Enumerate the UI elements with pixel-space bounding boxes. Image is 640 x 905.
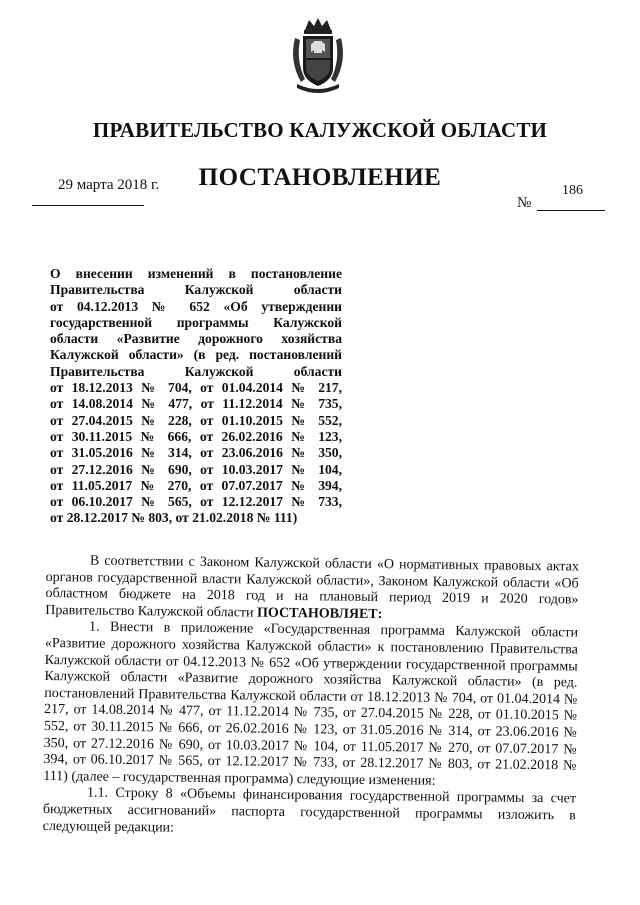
number-underline [537, 210, 605, 211]
subject-line: от 27.04.2015 № 228, от 01.10.2015 № 552, [50, 412, 342, 428]
subject-line: от 27.12.2016 № 690, от 10.03.2017 № 104, [50, 461, 342, 477]
subject-line: Калужской области» (в ред. постановлений [50, 347, 342, 363]
preamble-text: В соответствии с Законом Калужской области «О нормативных правовых актах органов государственной власти Калужской области», Законом Калужской области «Об областном бюджете на 2018 год и на плановый период 2019 и 2020 годов» Правительство Калужской области [45, 553, 579, 621]
subject-line: Правительства Калужской области [50, 363, 342, 379]
number-sign: № [517, 195, 532, 211]
decree-subject [50, 266, 342, 527]
subject-line: от 11.05.2017 № 270, от 07.07.2017 № 394, [50, 477, 342, 493]
subject-line: Правительства Калужской области [50, 282, 342, 298]
subject-line: от 31.05.2016 № 314, от 23.06.2016 № 350, [50, 445, 342, 461]
document-type-title: ПОСТАНОВЛЕНИЕ [198, 164, 442, 191]
subject-line: от 06.10.2017 № 565, от 12.12.2017 № 733, [50, 494, 342, 510]
subject-line: от 14.08.2014 № 477, от 11.12.2014 № 735, [50, 396, 342, 412]
government-title: ПРАВИТЕЛЬСТВО КАЛУЖСКОЙ ОБЛАСТИ [92, 118, 548, 142]
subject-line: О внесении изменений в постановление [50, 266, 342, 281]
kaluga-coat-of-arms-icon [287, 16, 349, 96]
subject-line: государственной программы Калужской [50, 314, 342, 330]
subject-line: от 18.12.2013 № 704, от 01.04.2014 № 217, [50, 380, 342, 396]
subject-line: от 30.11.2015 № 666, от 26.02.2016 № 123, [50, 428, 342, 444]
subject-line: от 28.12.2017 № 803, от 21.02.2018 № 111) [50, 510, 298, 526]
item-1-paragraph: 1. Внести в приложение «Государственная программа Калужской области «Развитие дорожного хозяйства Калужской области» к постановлению Правительства Калужской области от 04.12.2013 № 652 «Об утверждении государственной программы Калужской области «Развитие дорожного хозяйства Калужской области» (в ред. постановлений Правительства Калужской области от 18.12.2013 № 704, от 01.04.2014 № 217, от 14.08.2014 № 477, от 11.12.2014 № 735, от 27.04.2015 № 228, от 01.10.2015 № 552, от 30.11.2015 № 666, от 26.02.2016 № 123, от 31.05.2016 № 314, от 23.06.2016 № 350, от 27.12.2016 № 690, от 10.03.2017 № 104, от 11.05.2017 № 270, от 07.07.2017 № 394, от 06.10.2017 № 565, от 12.12.2017 № 733, от 28.12.2017 № 803, от 21.02.2018 № 111) (далее – государственная программа) следующие изменения: [43, 619, 579, 789]
subject-line: области «Развитие дорожного хозяйства [50, 331, 342, 347]
resolves-keyword: ПОСТАНОВЛЯЕТ: [256, 605, 383, 622]
decree-body [43, 553, 579, 842]
date-underline [32, 205, 144, 206]
item-1-1-paragraph: 1.1. Строку 8 «Объемы финансирования государственной программы за счет бюджетных ассигнований» паспорта государственной программы изложить в следующей редакции: [42, 785, 577, 836]
decree-date: 29 марта 2018 г. [58, 177, 160, 193]
subject-line: от 04.12.2013 № 652 «Об утверждении [50, 298, 342, 314]
decree-number: 186 [562, 183, 583, 198]
preamble-paragraph [45, 553, 579, 626]
